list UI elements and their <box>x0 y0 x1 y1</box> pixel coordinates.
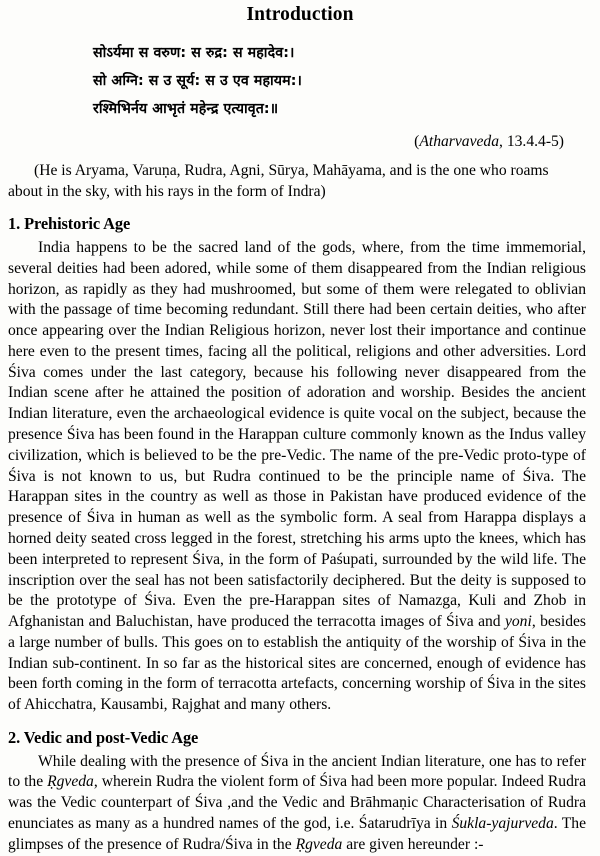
sanskrit-verse-block <box>8 40 592 123</box>
sanskrit-verse-line-1: सोऽर्यमा स वरुण: स रुद्र: स महादेव:। <box>93 45 295 62</box>
citation-source-title: Atharvaveda <box>419 133 500 151</box>
section-heading-1: 1. Prehistoric Age <box>8 214 131 234</box>
verse-citation <box>8 133 564 152</box>
italic-term: Ṛgveda <box>295 835 343 853</box>
sanskrit-verse-line-2: सो अग्नि: स उ सूर्य: स उ एव महायम:। <box>93 73 302 90</box>
section-heading-2: 2. Vedic and post-Vedic Age <box>8 727 199 747</box>
section-2-paragraph: While dealing with the presence of Śiva in the ancient Indian literature, one has to refer to the Ṛgveda, wherein Rudra the violent form of Śiva had been more popular. Indeed Rudra was the Vedic counterpart of Śiva ,and the Vedic and Brāhmaṇic Characterisation of Rudra enunciates as many as a hundred names of the god, i.e. Śatarudrīya in Śukla-yajurveda. The glimpses of the presence of Rudra/Śiva in the Ṛgveda are given hereunder :- <box>8 752 587 853</box>
verse-translation: (He is Aryama, Varuṇa, Rudra, Agni, Sūrya, Mahāyama, and is the one who roams about in the sky, with his rays in the form of Indra) <box>8 162 549 200</box>
citation-open-paren: ( <box>414 133 420 151</box>
document-page <box>0 3 600 853</box>
italic-term: Śukla-yajurveda <box>451 815 554 832</box>
italic-term: yoni <box>504 613 532 631</box>
sanskrit-verse-line-3: रश्मिभिर्नय आभृतं महेन्द्र एत्यावृत:॥ <box>93 100 279 117</box>
citation-reference: , 13.4.4-5) <box>499 133 564 151</box>
section-1-paragraph: India happens to be the sacred land of the gods, where, from the time immemorial, several deities had been adored, while some of them disappeared from the Indian religious horizon, as rapidly as they had mushroomed, but some of them were relegated to oblivian with the passage of time becoming redundant. Still there had been certain deities, who after once appearing over the Indian Religious horizon, never lost their importance and continue here even to the present times, facing all the political, religions and other adversities. Lord Śiva comes under the last category, because his following never disappeared from the Indian scene after he attained the position of adoration and worship. Besides the ancient Indian literature, even the archaeological evidence is quite vocal on the subject, because the presence Śiva has been found in the Harappan culture commonly known as the Indus valley civilization, which is believed to be the pre-Vedic. The name of the pre-Vedic proto-type of Śiva is not known to us, but Rudra continued to be the principle name of Śiva. The Harappan sites in the country as well as those in Pakistan have produced evidence of the presence of Śiva in human as well as the symbolic form. A seal from Harappa displays a horned deity seated cross legged in the forest, stretching his arms upto the knees, which has been interpreted to represent Śiva, in the form of Paśupati, surrounded by the wild life. The inscription over the seal has not been satisfactorily deciphered. But the deity is supposed to be the prototype of Śiva. Even the pre-Harappan sites of Namazga, Kuli and Zhob in Afghanistan and Baluchistan, have produced the terracotta images of Śiva and yoni, besides a large number of bulls. This goes on to establish the antiquity of the worship of Śiva in the Indian sub-continent. In so far as the historical sites are concerned, enough of evidence has been forth coming in the form of terracotta artefacts, concerning worship of Śiva in the sites of Ahicchatra, Kausambi, Rajghat and many others. <box>8 239 586 714</box>
italic-term: Ṛgveda <box>47 773 94 791</box>
page-title: Introduction <box>246 4 354 25</box>
